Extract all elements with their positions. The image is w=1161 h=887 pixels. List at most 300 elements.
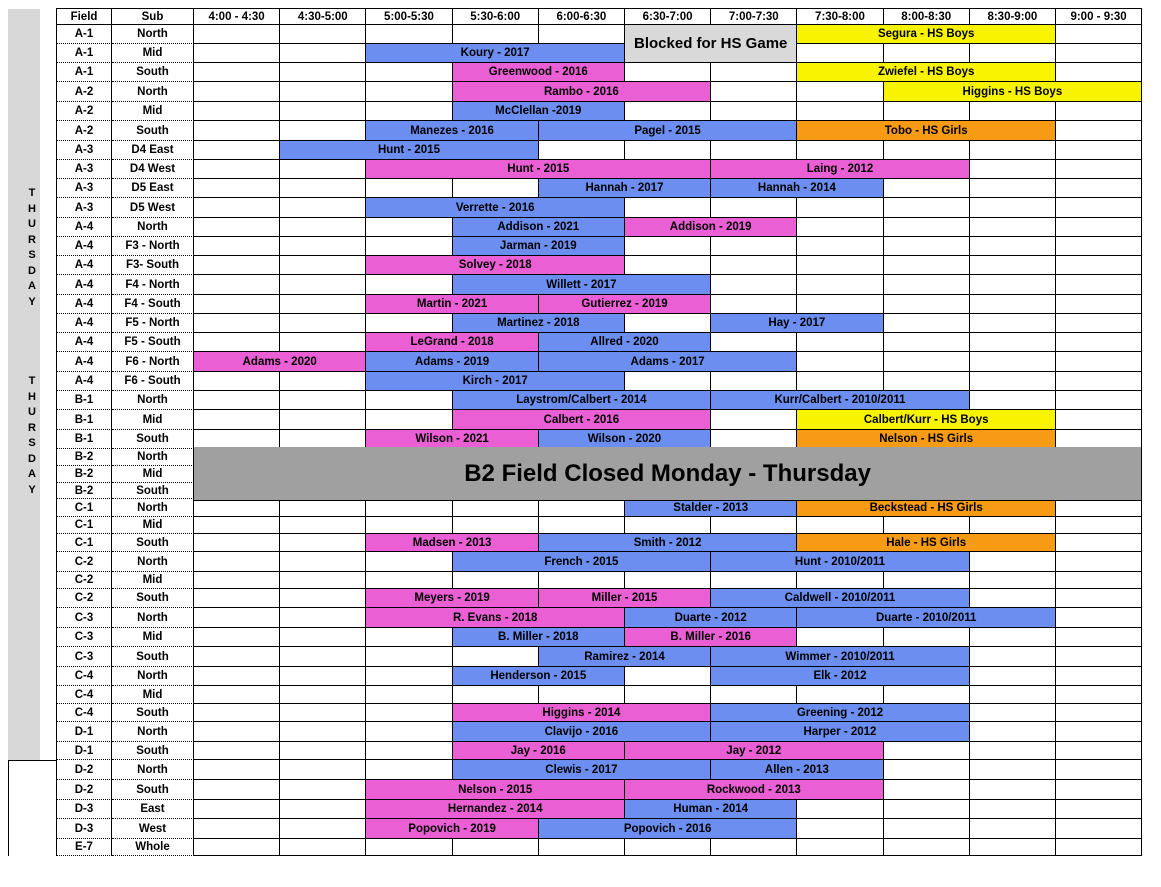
time-cell[interactable] [280, 742, 366, 760]
time-cell[interactable] [884, 839, 970, 856]
time-cell[interactable] [280, 372, 366, 391]
time-cell[interactable] [1056, 589, 1142, 608]
booking-block[interactable]: Kurr/Calbert - 2010/2011 [711, 391, 969, 409]
time-cell[interactable] [280, 237, 366, 256]
time-cell[interactable] [280, 333, 366, 352]
time-cell[interactable] [1056, 534, 1142, 552]
time-cell[interactable] [280, 686, 366, 704]
time-cell[interactable] [1056, 647, 1142, 667]
time-cell[interactable] [625, 517, 711, 534]
booking-block[interactable]: Wimmer - 2010/2011 [711, 647, 969, 666]
time-cell[interactable] [1056, 667, 1142, 686]
time-cell[interactable] [194, 314, 280, 333]
booking-block[interactable]: Duarte - 2012 [625, 608, 796, 627]
time-cell[interactable] [711, 82, 797, 102]
time-cell[interactable] [194, 704, 280, 722]
time-cell[interactable] [280, 314, 366, 333]
time-cell[interactable] [711, 295, 797, 314]
time-cell[interactable] [366, 218, 452, 237]
booking-block[interactable]: Greenwood - 2016 [453, 63, 624, 81]
time-cell[interactable] [711, 141, 797, 160]
booking-block[interactable]: Segura - HS Boys [797, 25, 1055, 43]
time-cell[interactable] [453, 179, 539, 198]
time-cell[interactable] [194, 63, 280, 82]
time-cell[interactable] [797, 819, 883, 839]
time-cell[interactable] [366, 742, 452, 760]
time-cell[interactable] [539, 25, 625, 44]
time-cell[interactable] [711, 102, 797, 121]
booking-block[interactable]: Martin - 2021 [366, 295, 537, 313]
booking-block[interactable]: French - 2015 [453, 552, 711, 571]
booking-block[interactable]: Hunt - 2015 [366, 160, 710, 178]
time-cell[interactable] [280, 121, 366, 141]
time-cell[interactable] [280, 628, 366, 647]
time-cell[interactable] [280, 517, 366, 534]
booking-block[interactable]: Kirch - 2017 [366, 372, 624, 390]
time-cell[interactable] [280, 256, 366, 275]
time-cell[interactable] [366, 628, 452, 647]
booking-block[interactable]: Hannah - 2017 [539, 179, 710, 197]
booking-block[interactable]: McClellan -2019 [453, 102, 624, 120]
time-cell[interactable] [797, 218, 883, 237]
time-cell[interactable] [1056, 295, 1142, 314]
time-cell[interactable] [366, 760, 452, 780]
booking-block[interactable]: B. Miller - 2018 [453, 628, 624, 646]
time-cell[interactable] [366, 839, 452, 856]
time-cell[interactable] [280, 63, 366, 82]
time-cell[interactable] [366, 704, 452, 722]
time-cell[interactable] [1056, 275, 1142, 295]
time-cell[interactable] [194, 275, 280, 295]
time-cell[interactable] [539, 141, 625, 160]
time-cell[interactable] [194, 237, 280, 256]
booking-block[interactable]: Pagel - 2015 [539, 121, 797, 140]
time-cell[interactable] [797, 295, 883, 314]
time-cell[interactable] [797, 141, 883, 160]
time-cell[interactable] [194, 333, 280, 352]
booking-block[interactable]: Hale - HS Girls [797, 534, 1055, 551]
booking-block[interactable]: Jay - 2016 [453, 742, 624, 759]
time-cell[interactable] [539, 839, 625, 856]
time-cell[interactable] [194, 102, 280, 121]
time-cell[interactable] [797, 82, 883, 102]
time-cell[interactable] [797, 517, 883, 534]
time-cell[interactable] [366, 647, 452, 667]
time-cell[interactable] [280, 160, 366, 179]
time-cell[interactable] [884, 102, 970, 121]
time-cell[interactable] [884, 333, 970, 352]
time-cell[interactable] [625, 256, 711, 275]
time-cell[interactable] [884, 372, 970, 391]
time-cell[interactable] [194, 608, 280, 628]
booking-block[interactable]: Popovich - 2016 [539, 819, 797, 838]
time-cell[interactable] [797, 839, 883, 856]
time-cell[interactable] [884, 44, 970, 63]
time-cell[interactable] [970, 517, 1056, 534]
time-cell[interactable] [366, 275, 452, 295]
time-cell[interactable] [280, 780, 366, 800]
time-cell[interactable] [797, 800, 883, 819]
time-cell[interactable] [884, 572, 970, 589]
booking-block[interactable]: Solvey - 2018 [366, 256, 624, 274]
time-cell[interactable] [884, 780, 970, 800]
time-cell[interactable] [884, 179, 970, 198]
time-cell[interactable] [194, 121, 280, 141]
time-cell[interactable] [970, 198, 1056, 218]
time-cell[interactable] [970, 179, 1056, 198]
time-cell[interactable] [970, 572, 1056, 589]
time-cell[interactable] [625, 198, 711, 218]
time-cell[interactable] [884, 800, 970, 819]
time-cell[interactable] [1056, 314, 1142, 333]
time-cell[interactable] [194, 391, 280, 410]
time-cell[interactable] [366, 499, 452, 517]
time-cell[interactable] [1056, 198, 1142, 218]
booking-block[interactable]: Rambo - 2016 [453, 82, 711, 101]
booking-block[interactable]: Wilson - 2020 [539, 430, 710, 448]
time-cell[interactable] [711, 63, 797, 82]
booking-block[interactable]: R. Evans - 2018 [366, 608, 624, 627]
time-cell[interactable] [1056, 517, 1142, 534]
time-cell[interactable] [194, 534, 280, 552]
time-cell[interactable] [1056, 552, 1142, 572]
time-cell[interactable] [711, 686, 797, 704]
time-cell[interactable] [711, 198, 797, 218]
time-cell[interactable] [625, 572, 711, 589]
time-cell[interactable] [884, 295, 970, 314]
booking-block[interactable]: Addison - 2021 [453, 218, 624, 236]
time-cell[interactable] [711, 572, 797, 589]
time-cell[interactable] [797, 352, 883, 372]
time-cell[interactable] [1056, 25, 1142, 44]
time-cell[interactable] [453, 499, 539, 517]
time-cell[interactable] [194, 628, 280, 647]
time-cell[interactable] [280, 499, 366, 517]
time-cell[interactable] [1056, 742, 1142, 760]
time-cell[interactable] [711, 333, 797, 352]
time-cell[interactable] [1056, 499, 1142, 517]
time-cell[interactable] [1056, 63, 1142, 82]
time-cell[interactable] [453, 647, 539, 667]
time-cell[interactable] [970, 275, 1056, 295]
time-cell[interactable] [1056, 372, 1142, 391]
time-cell[interactable] [797, 572, 883, 589]
time-cell[interactable] [1056, 410, 1142, 430]
time-cell[interactable] [970, 839, 1056, 856]
booking-block[interactable]: Calbert - 2016 [453, 410, 711, 429]
time-cell[interactable] [1056, 608, 1142, 628]
booking-block[interactable]: Elk - 2012 [711, 667, 969, 685]
time-cell[interactable] [1056, 102, 1142, 121]
time-cell[interactable] [194, 372, 280, 391]
time-cell[interactable] [711, 237, 797, 256]
time-cell[interactable] [970, 780, 1056, 800]
time-cell[interactable] [194, 647, 280, 667]
time-cell[interactable] [970, 686, 1056, 704]
time-cell[interactable] [970, 256, 1056, 275]
booking-block[interactable]: Rockwood - 2013 [625, 780, 883, 799]
time-cell[interactable] [625, 314, 711, 333]
time-cell[interactable] [711, 839, 797, 856]
time-cell[interactable] [539, 517, 625, 534]
time-cell[interactable] [280, 839, 366, 856]
time-cell[interactable] [1056, 218, 1142, 237]
booking-block[interactable]: Zwiefel - HS Boys [797, 63, 1055, 81]
time-cell[interactable] [1056, 704, 1142, 722]
time-cell[interactable] [1056, 572, 1142, 589]
time-cell[interactable] [797, 275, 883, 295]
time-cell[interactable] [970, 819, 1056, 839]
time-cell[interactable] [884, 256, 970, 275]
booking-block[interactable]: Smith - 2012 [539, 534, 797, 551]
time-cell[interactable] [280, 800, 366, 819]
booking-block[interactable]: Higgins - HS Boys [884, 82, 1142, 101]
time-cell[interactable] [970, 352, 1056, 372]
time-cell[interactable] [280, 572, 366, 589]
time-cell[interactable] [366, 314, 452, 333]
booking-block[interactable]: Popovich - 2019 [366, 819, 537, 838]
time-cell[interactable] [366, 552, 452, 572]
time-cell[interactable] [194, 780, 280, 800]
time-cell[interactable] [711, 256, 797, 275]
time-cell[interactable] [539, 572, 625, 589]
booking-block[interactable]: Stalder - 2013 [625, 499, 796, 516]
time-cell[interactable] [797, 333, 883, 352]
time-cell[interactable] [453, 517, 539, 534]
time-cell[interactable] [194, 760, 280, 780]
booking-block[interactable]: Adams - 2019 [366, 352, 537, 371]
time-cell[interactable] [1056, 819, 1142, 839]
booking-block[interactable]: Calbert/Kurr - HS Boys [797, 410, 1055, 429]
time-cell[interactable] [970, 589, 1056, 608]
time-cell[interactable] [1056, 391, 1142, 410]
time-cell[interactable] [1056, 256, 1142, 275]
booking-block[interactable]: Allred - 2020 [539, 333, 710, 351]
time-cell[interactable] [194, 722, 280, 742]
booking-block[interactable]: Willett - 2017 [453, 275, 711, 294]
time-cell[interactable] [884, 742, 970, 760]
time-cell[interactable] [194, 198, 280, 218]
time-cell[interactable] [1056, 141, 1142, 160]
time-cell[interactable] [194, 589, 280, 608]
time-cell[interactable] [625, 141, 711, 160]
time-cell[interactable] [797, 686, 883, 704]
time-cell[interactable] [970, 552, 1056, 572]
time-cell[interactable] [797, 237, 883, 256]
time-cell[interactable] [625, 839, 711, 856]
booking-block[interactable]: Adams - 2017 [539, 352, 797, 371]
time-cell[interactable] [797, 256, 883, 275]
time-cell[interactable] [280, 552, 366, 572]
booking-block[interactable]: Ramirez - 2014 [539, 647, 710, 666]
booking-block[interactable]: Hunt - 2010/2011 [711, 552, 969, 571]
booking-block[interactable]: Meyers - 2019 [366, 589, 537, 607]
time-cell[interactable] [970, 218, 1056, 237]
time-cell[interactable] [1056, 722, 1142, 742]
time-cell[interactable] [453, 572, 539, 589]
time-cell[interactable] [194, 218, 280, 237]
booking-block[interactable]: Madsen - 2013 [366, 534, 537, 551]
booking-block[interactable]: LeGrand - 2018 [366, 333, 537, 351]
time-cell[interactable] [280, 179, 366, 198]
booking-block[interactable]: Clewis - 2017 [453, 760, 711, 779]
time-cell[interactable] [970, 647, 1056, 667]
time-cell[interactable] [194, 82, 280, 102]
time-cell[interactable] [797, 628, 883, 647]
time-cell[interactable] [366, 102, 452, 121]
time-cell[interactable] [366, 722, 452, 742]
booking-block[interactable]: Nelson - HS Girls [797, 430, 1055, 448]
time-cell[interactable] [970, 800, 1056, 819]
time-cell[interactable] [280, 704, 366, 722]
booking-block[interactable]: Verrette - 2016 [366, 198, 624, 217]
time-cell[interactable] [194, 572, 280, 589]
time-cell[interactable] [194, 800, 280, 819]
time-cell[interactable] [884, 628, 970, 647]
booking-block[interactable]: Clavijo - 2016 [453, 722, 711, 741]
time-cell[interactable] [1056, 839, 1142, 856]
time-cell[interactable] [970, 44, 1056, 63]
booking-block[interactable]: Jay - 2012 [625, 742, 883, 759]
time-cell[interactable] [970, 742, 1056, 760]
time-cell[interactable] [1056, 121, 1142, 141]
booking-block[interactable]: Greening - 2012 [711, 704, 969, 721]
time-cell[interactable] [884, 237, 970, 256]
time-cell[interactable] [1056, 44, 1142, 63]
time-cell[interactable] [194, 44, 280, 63]
booking-block[interactable]: B. Miller - 2016 [625, 628, 796, 646]
time-cell[interactable] [280, 534, 366, 552]
time-cell[interactable] [194, 25, 280, 44]
time-cell[interactable] [280, 608, 366, 628]
booking-block[interactable]: Gutierrez - 2019 [539, 295, 710, 313]
time-cell[interactable] [884, 760, 970, 780]
booking-block[interactable]: Beckstead - HS Girls [797, 499, 1055, 516]
time-cell[interactable] [194, 552, 280, 572]
time-cell[interactable] [625, 63, 711, 82]
time-cell[interactable] [970, 333, 1056, 352]
time-cell[interactable] [884, 198, 970, 218]
time-cell[interactable] [970, 628, 1056, 647]
time-cell[interactable] [711, 275, 797, 295]
time-cell[interactable] [280, 275, 366, 295]
time-cell[interactable] [970, 295, 1056, 314]
booking-block[interactable]: Koury - 2017 [366, 44, 624, 62]
time-cell[interactable] [625, 686, 711, 704]
time-cell[interactable] [366, 391, 452, 410]
time-cell[interactable] [1056, 780, 1142, 800]
time-cell[interactable] [453, 686, 539, 704]
time-cell[interactable] [280, 819, 366, 839]
time-cell[interactable] [884, 218, 970, 237]
time-cell[interactable] [280, 198, 366, 218]
time-cell[interactable] [539, 499, 625, 517]
time-cell[interactable] [797, 102, 883, 121]
time-cell[interactable] [194, 179, 280, 198]
booking-block[interactable]: Jarman - 2019 [453, 237, 624, 255]
time-cell[interactable] [280, 102, 366, 121]
time-cell[interactable] [625, 372, 711, 391]
booking-block[interactable]: Hernandez - 2014 [366, 800, 624, 818]
time-cell[interactable] [194, 295, 280, 314]
time-cell[interactable] [366, 179, 452, 198]
time-cell[interactable] [194, 410, 280, 430]
time-cell[interactable] [797, 44, 883, 63]
time-cell[interactable] [625, 667, 711, 686]
time-cell[interactable] [280, 218, 366, 237]
time-cell[interactable] [1056, 628, 1142, 647]
time-cell[interactable] [1056, 686, 1142, 704]
booking-block[interactable]: Human - 2014 [625, 800, 796, 818]
time-cell[interactable] [194, 667, 280, 686]
booking-block[interactable]: Higgins - 2014 [453, 704, 711, 721]
time-cell[interactable] [884, 314, 970, 333]
time-cell[interactable] [366, 82, 452, 102]
time-cell[interactable] [366, 237, 452, 256]
time-cell[interactable] [194, 517, 280, 534]
time-cell[interactable] [711, 410, 797, 430]
time-cell[interactable] [280, 589, 366, 608]
time-cell[interactable] [280, 760, 366, 780]
time-cell[interactable] [194, 256, 280, 275]
time-cell[interactable] [970, 102, 1056, 121]
time-cell[interactable] [1056, 333, 1142, 352]
time-cell[interactable] [884, 517, 970, 534]
booking-block[interactable]: Henderson - 2015 [453, 667, 624, 685]
booking-block[interactable]: Caldwell - 2010/2011 [711, 589, 969, 607]
time-cell[interactable] [366, 63, 452, 82]
booking-block[interactable]: Martinez - 2018 [453, 314, 624, 332]
time-cell[interactable] [280, 391, 366, 410]
time-cell[interactable] [194, 686, 280, 704]
booking-block[interactable]: Tobo - HS Girls [797, 121, 1055, 140]
time-cell[interactable] [884, 275, 970, 295]
booking-block[interactable]: Allen - 2013 [711, 760, 882, 779]
booking-block[interactable]: Addison - 2019 [625, 218, 796, 236]
time-cell[interactable] [970, 760, 1056, 780]
time-cell[interactable] [970, 160, 1056, 179]
time-cell[interactable] [280, 25, 366, 44]
time-cell[interactable] [1056, 160, 1142, 179]
time-cell[interactable] [970, 704, 1056, 722]
time-cell[interactable] [194, 499, 280, 517]
time-cell[interactable] [1056, 800, 1142, 819]
time-cell[interactable] [280, 82, 366, 102]
time-cell[interactable] [884, 686, 970, 704]
time-cell[interactable] [366, 686, 452, 704]
time-cell[interactable] [970, 237, 1056, 256]
time-cell[interactable] [970, 372, 1056, 391]
time-cell[interactable] [366, 25, 452, 44]
time-cell[interactable] [366, 667, 452, 686]
booking-block[interactable]: Laing - 2012 [711, 160, 969, 178]
time-cell[interactable] [194, 742, 280, 760]
booking-block[interactable]: Hannah - 2014 [711, 179, 882, 197]
booking-block[interactable]: Laystrom/Calbert - 2014 [453, 391, 711, 409]
time-cell[interactable] [884, 819, 970, 839]
booking-block[interactable]: Harper - 2012 [711, 722, 969, 741]
time-cell[interactable] [366, 410, 452, 430]
time-cell[interactable] [711, 517, 797, 534]
time-cell[interactable] [280, 647, 366, 667]
time-cell[interactable] [453, 25, 539, 44]
time-cell[interactable] [539, 686, 625, 704]
time-cell[interactable] [1056, 179, 1142, 198]
time-cell[interactable] [970, 667, 1056, 686]
time-cell[interactable] [280, 410, 366, 430]
time-cell[interactable] [1056, 352, 1142, 372]
time-cell[interactable] [280, 667, 366, 686]
